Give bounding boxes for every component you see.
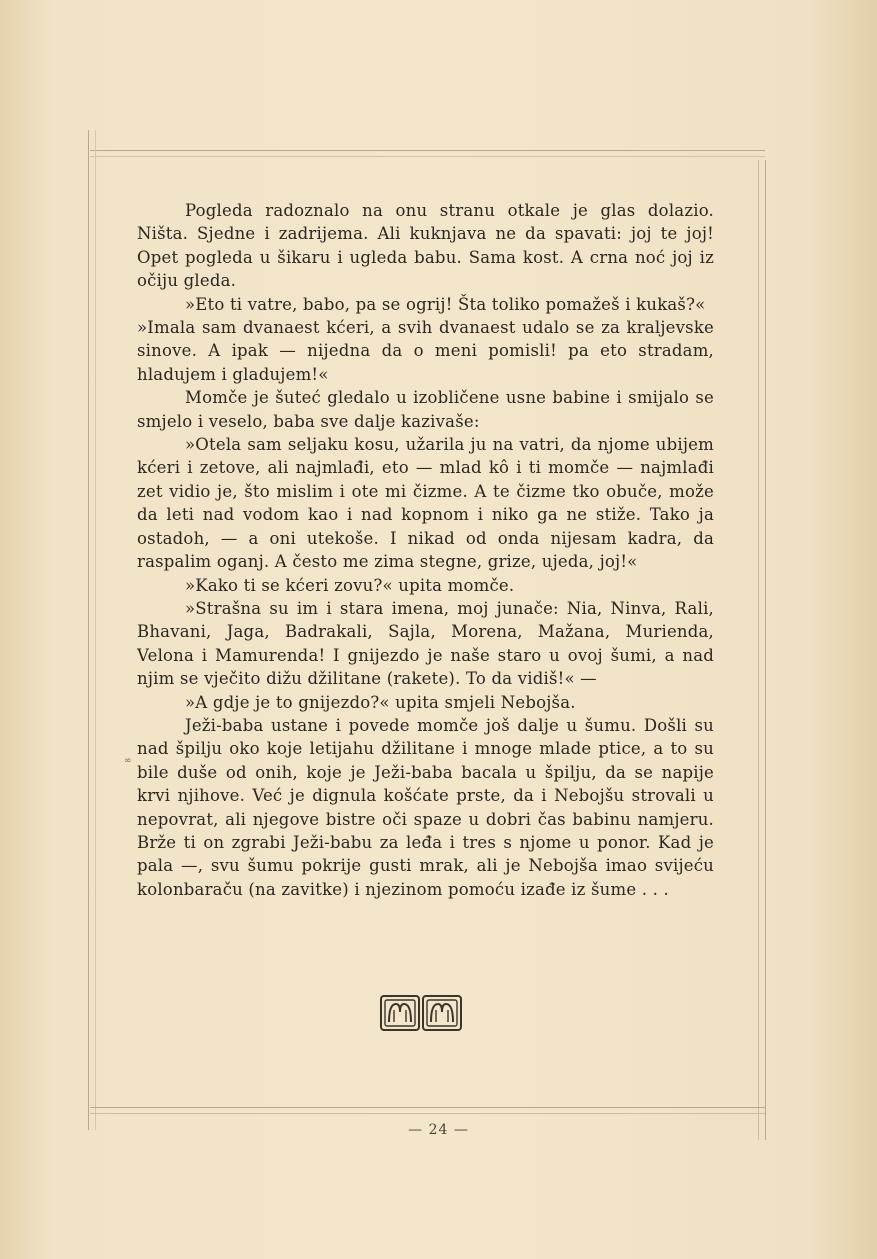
paragraph: »Imala sam dvanaest kćeri, a svih dvanaest udalo se za kraljevske sinove. A ipak — nijedna da o meni pomisli! pa eto stradam, hladujem i gladujem!« bbox=[137, 318, 714, 384]
decorative-ornament-icon bbox=[380, 994, 462, 1032]
print-speck: ∞ bbox=[124, 756, 132, 766]
page-number: — 24 — bbox=[408, 1122, 469, 1138]
paragraph: »Strašna su im i stara imena, moj junače: Nia, Ninva, Rali, Bhavani, Jaga, Badrakali, Sajla, Morena, Mažana, Murienda, Velona i Mamurenda! I gnijezdo je naše staro u ovoj šumi, a nad njim se vječito dižu džilitane (rakete). To da vidiš!« — bbox=[137, 598, 714, 689]
frame-rule-bottom bbox=[90, 1107, 765, 1114]
frame-rule-right bbox=[758, 160, 766, 1140]
paragraph: Ježi-baba ustane i povede momče još dalje u šumu. Došli su nad špilju oko koje letijahu džilitane i mnoge mlade ptice, a to su bile duše od onih, koje je Ježi-baba bacala u špilju, da se napije krvi njihove. Već je dignula košćate prste, da i Nebojšu strovali u nepovrat, ali njegove bistre oči spaze u dobri čas babinu namjeru. Brže ti on zgrabi Ježi-babu za leđa i tres s njome u ponor. Kad je pala —, svu šumu pokrije gusti mrak, ali je Nebojša imao svijeću kolonbaraču (na zavitke) i njezinom pomoću izađe iz šume . . . bbox=[137, 715, 714, 899]
frame-rule-left bbox=[88, 130, 96, 1130]
paragraph: Pogleda radoznalo na onu stranu otkale je glas dolazio. Ništa. Sjedne i zadrijema. Ali kuknjava ne da spavati: joj te joj! Opet pogleda u šikaru i ugleda babu. Sama kost. A crna noć joj iz očiju gleda. bbox=[137, 201, 714, 291]
paragraph: »Otela sam seljaku kosu, užarila ju na vatri, da njome ubijem kćeri i zetove, ali najmlađi, eto — mlad kô i ti momče — najmlađi zet vidio je, što mislim i ote mi čizme. A te čizme tko obuče, može da leti nad vodom kao i nad kopnom i niko ga ne stiže. Tako ja ostadoh, — a oni utekoše. I nikad od onda nijesam kadra, da raspalim oganj. A često me zima stegne, grize, ujeda, joj!« bbox=[137, 435, 714, 572]
frame-rule-top bbox=[90, 150, 765, 157]
body-text bbox=[137, 199, 714, 901]
paragraph: »Eto ti vatre, babo, pa se ogrij! Šta toliko pomažeš i kukaš?« bbox=[185, 294, 706, 314]
paragraph: »Kako ti se kćeri zovu?« upita momče. bbox=[185, 575, 515, 595]
paragraph: »A gdje je to gnijezdo?« upita smjeli Nebojša. bbox=[185, 692, 576, 712]
paragraph: Momče je šuteć gledalo u izobličene usne babine i smijalo se smjelo i veselo, baba sve dalje kazivaše: bbox=[137, 388, 714, 431]
